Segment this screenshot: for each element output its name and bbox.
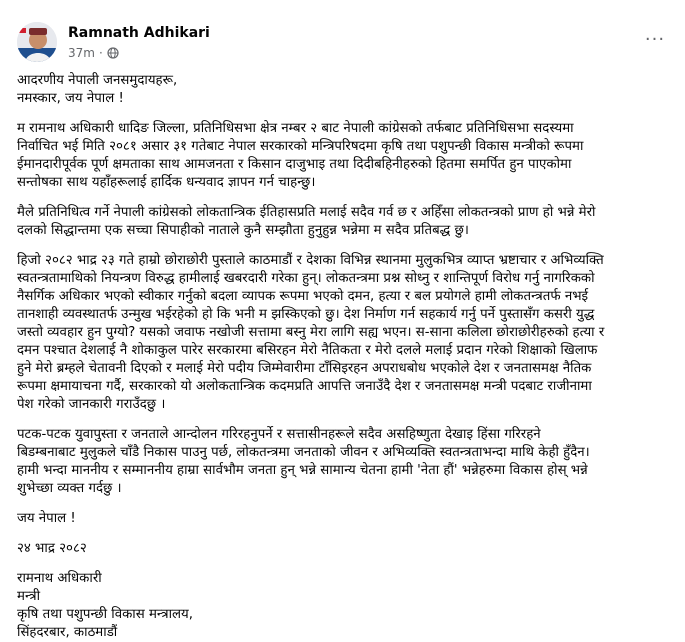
text-line: तानशाही व्यवस्थातर्फ उन्मुख भईरहेको हो कि भनी म झस्किएको छु। देश निर्माण गर्न सहकार्य गर्नु पर्ने पुस्तासँग कसरी युद्ध — [17, 307, 595, 322]
text-line: आदरणीय नेपाली जनसमुदायहरू, — [17, 73, 178, 88]
paragraph-2 — [17, 204, 672, 240]
avatar[interactable] — [17, 22, 57, 62]
text-line: शुभेच्छा व्यक्त गर्दछु । — [17, 481, 122, 496]
post-body — [17, 72, 672, 642]
text-line: मैले प्रतिनिधित्व गर्ने नेपाली कांग्रेसको लोकतान्त्रिक ईतिहासप्रति मलाई सदैव गर्व छ र अहिँसा लोकतन्त्रको प्राण हो भन्ने मेरो — [17, 205, 596, 220]
author-name[interactable]: Ramnath Adhikari — [68, 25, 210, 41]
text-line: दमन पश्चात देशलाई नै शोकाकुल पारेर सरकारमा बसिरहन मेरो नैतिकता र मेरो दलले मलाई प्रदान गरेको शिक्षाको खिलाफ — [17, 343, 598, 358]
text-line: ईमानदारीपूर्वक पूर्ण क्षमताका साथ आमजनता र किसान दाजुभाइ तथा दिदीबहिनीहरुको हितमा समर्पित हुन पाएकोमा — [17, 157, 572, 172]
more-options-icon[interactable]: ··· — [644, 29, 666, 50]
closing: जय नेपाल ! — [17, 511, 76, 526]
text-line: बिडम्बनाबाट मुलुकले चाँडै निकास पाउनु पर्छ, लोकतन्त्रमा जनताको जीवन र अभिव्यक्ति स्वतन्त्रताभन्दा माथि केही हुँदैन। — [17, 445, 590, 460]
text-line: पटक-पटक युवापुस्ता र जनताले आन्दोलन गरिरहनुपर्ने र सत्तासीनहरूले सदैव असहिष्णुता देखाइ हिंसा गरिरहने — [17, 427, 541, 442]
post-header — [0, 0, 685, 62]
signature-name: रामनाथ अधिकारी — [17, 571, 102, 586]
paragraph-4 — [17, 426, 672, 498]
text-line: निर्वाचित भई मिति २०८१ असार ३१ गतेबाट नेपाल सरकारको मन्त्रिपरिषदमा कृषि तथा पशुपन्छी विकास मन्त्रीको रूपमा — [17, 139, 584, 154]
avatar-image — [17, 22, 57, 62]
meta-separator: · — [98, 46, 103, 60]
paragraph-1 — [17, 120, 672, 192]
globe-icon[interactable] — [107, 47, 119, 59]
text-line: दलको सिद्धान्तमा एक सच्चा सिपाहीको नाताले कुनै सम्झौता हुनुहुन्न भन्नेमा म सदैव प्रतिबद्ध छु। — [17, 223, 469, 238]
text-line: रूपमा क्षमायाचना गर्दै, सरकारको यो अलोकतान्त्रिक कदमप्रति आपत्ति जनाउँदै देश र जनतासमक्ष मन्त्री पदबाट राजीनामा — [17, 379, 592, 394]
text-line: म रामनाथ अधिकारी धादिङ जिल्ला, प्रतिनिधिसभा क्षेत्र नम्बर २ बाट नेपाली कांग्रेसको तर्फबाट प्रतिनिधिसभा सदस्यमा — [17, 121, 574, 136]
text-line: हिजो २०८२ भाद्र २३ गते हाम्रो छोराछोरी पुस्ताले काठमाडौं र देशका विभिन्न स्थानमा मुलुकभित्र व्याप्त भ्रष्टाचार र अभिव्यक्ति — [17, 253, 604, 268]
post-meta — [68, 46, 119, 60]
post-time[interactable]: 37m — [68, 46, 95, 60]
text-line: नमस्कार, जय नेपाल ! — [17, 91, 124, 106]
text-line: सन्तोषका साथ यहाँहरूलाई हार्दिक धन्यवाद ज्ञापन गर्न चाहन्छु। — [17, 175, 316, 190]
date: २४ भाद्र २०८२ — [17, 541, 87, 556]
text-line: जस्तो व्यवहार हुन पुग्यो? यसको जवाफ नखोजी सत्तामा बस्नु मेरा लागि सह्य भएन। स-साना कलिला छोराछोरीहरुको हत्या र — [17, 325, 605, 340]
greeting — [17, 72, 672, 108]
signature-location: सिंहदरबार, काठमाडौं — [17, 625, 118, 640]
text-line: पेश गरेको जानकारी गराउँदछु । — [17, 397, 166, 412]
text-line: स्वतन्त्रतामाथिको नियन्त्रण विरुद्ध हामीलाई खबरदारी गरेका हुन्। लोकतन्त्रमा प्रश्न सोध्नु र शान्तिपूर्ण विरोध गर्नु नागरिकको — [17, 271, 595, 286]
paragraph-3 — [17, 252, 672, 414]
signature-block — [17, 570, 672, 642]
text-line: हामी भन्दा माननीय र सम्माननीय हाम्रा सार्वभौम जनता हुन् भन्ने सामान्य चेतना हामी 'नेता हौं' भन्नेहरुमा विकास होस् भन्ने — [17, 463, 588, 478]
text-line: नैसर्गिक अधिकार भएको स्वीकार गर्नुको बदला व्यापक रूपमा भएको दमन, हत्या र बल प्रयोगले हामी लोकतन्त्रतर्फ नभई — [17, 289, 589, 304]
signature-title: मन्त्री — [17, 589, 41, 604]
text-line: हुने मेरो ब्रम्हले चेतावनी दिएको र मलाई मेरो पदीय जिम्मेवारीमा टाँसिइरहन अपराधबोध भएकोले देश र जनतासमक्ष नैतिक — [17, 361, 592, 376]
signature-ministry: कृषि तथा पशुपन्छी विकास मन्त्रालय, — [17, 607, 193, 622]
